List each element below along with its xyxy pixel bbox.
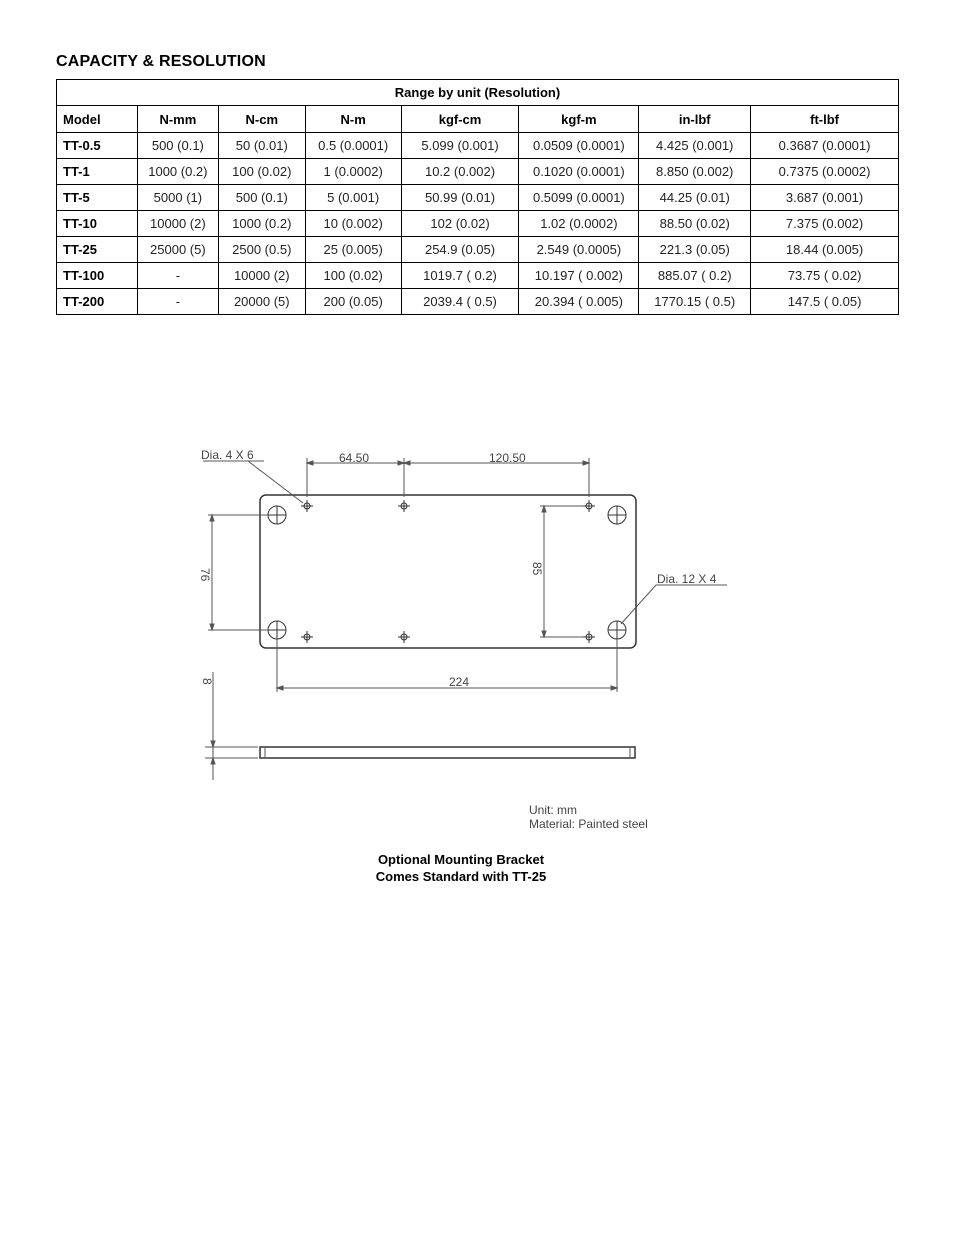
right-dimension (540, 506, 583, 637)
small-hole-label: Dia. 4 X 6 (201, 448, 254, 462)
value-cell: 500 (0.1) (137, 133, 218, 159)
column-header: kgf-cm (401, 106, 519, 133)
drawing-caption (361, 851, 561, 885)
value-cell: 1 (0.0002) (305, 159, 401, 185)
value-cell: 0.0509 (0.0001) (519, 133, 639, 159)
column-header: N-mm (137, 106, 218, 133)
dim-85: 85 (530, 562, 544, 576)
value-cell: 10.197 ( 0.002) (519, 263, 639, 289)
value-cell: 50 (0.01) (218, 133, 305, 159)
value-cell: 2500 (0.5) (218, 237, 305, 263)
dim-224: 224 (449, 675, 470, 689)
leader-lines (203, 461, 727, 624)
value-cell: 1770.15 ( 0.5) (639, 289, 751, 315)
value-cell: 10.2 (0.002) (401, 159, 519, 185)
dim-76: 76 (198, 568, 212, 582)
value-cell: 500 (0.1) (218, 185, 305, 211)
value-cell: 8.850 (0.002) (639, 159, 751, 185)
model-cell: TT-0.5 (57, 133, 138, 159)
material-note: Material: Painted steel (529, 817, 648, 831)
model-cell: TT-10 (57, 211, 138, 237)
unit-note: Unit: mm (529, 803, 577, 817)
value-cell: 221.3 (0.05) (639, 237, 751, 263)
value-cell: 2.549 (0.0005) (519, 237, 639, 263)
range-header: Range by unit (Resolution) (57, 80, 899, 106)
value-cell: 100 (0.02) (218, 159, 305, 185)
value-cell: 0.1020 (0.0001) (519, 159, 639, 185)
value-cell: 5.099 (0.001) (401, 133, 519, 159)
value-cell: 100 (0.02) (305, 263, 401, 289)
value-cell: - (137, 263, 218, 289)
value-cell: 25 (0.005) (305, 237, 401, 263)
large-holes (268, 506, 626, 639)
value-cell: - (137, 289, 218, 315)
value-cell: 2039.4 ( 0.5) (401, 289, 519, 315)
value-cell: 5000 (1) (137, 185, 218, 211)
value-cell: 73.75 ( 0.02) (751, 263, 899, 289)
column-header: kgf-m (519, 106, 639, 133)
dim-120-50: 120.50 (489, 451, 526, 465)
value-cell: 0.5099 (0.0001) (519, 185, 639, 211)
value-cell: 88.50 (0.02) (639, 211, 751, 237)
left-dimension (208, 515, 268, 630)
section-title: CAPACITY & RESOLUTION (56, 53, 266, 70)
value-cell: 25000 (5) (137, 237, 218, 263)
value-cell: 0.3687 (0.0001) (751, 133, 899, 159)
model-cell: TT-200 (57, 289, 138, 315)
model-cell: TT-1 (57, 159, 138, 185)
value-cell: 3.687 (0.001) (751, 185, 899, 211)
dim-64-50: 64.50 (339, 451, 370, 465)
model-cell: TT-100 (57, 263, 138, 289)
value-cell: 885.07 ( 0.2) (639, 263, 751, 289)
value-cell: 10 (0.002) (305, 211, 401, 237)
value-cell: 200 (0.05) (305, 289, 401, 315)
value-cell: 1019.7 ( 0.2) (401, 263, 519, 289)
value-cell: 0.5 (0.0001) (305, 133, 401, 159)
bottom-dimension (277, 639, 617, 692)
value-cell: 5 (0.001) (305, 185, 401, 211)
value-cell: 18.44 (0.005) (751, 237, 899, 263)
model-cell: TT-25 (57, 237, 138, 263)
value-cell: 1.02 (0.0002) (519, 211, 639, 237)
value-cell: 50.99 (0.01) (401, 185, 519, 211)
caption-line-2: Comes Standard with TT-25 (375, 869, 547, 884)
value-cell: 147.5 ( 0.05) (751, 289, 899, 315)
column-header: ft-lbf (751, 106, 899, 133)
value-cell: 254.9 (0.05) (401, 237, 519, 263)
value-cell: 10000 (2) (218, 263, 305, 289)
value-cell: 7.375 (0.002) (751, 211, 899, 237)
value-cell: 44.25 (0.01) (639, 185, 751, 211)
column-header: N-m (305, 106, 401, 133)
value-cell: 1000 (0.2) (137, 159, 218, 185)
column-header: in-lbf (639, 106, 751, 133)
value-cell: 4.425 (0.001) (639, 133, 751, 159)
value-cell: 1000 (0.2) (218, 211, 305, 237)
column-header: N-cm (218, 106, 305, 133)
model-cell: TT-5 (57, 185, 138, 211)
bracket-plate (260, 495, 636, 648)
small-holes (301, 500, 595, 643)
dim-8: 8 (200, 678, 214, 685)
large-hole-label: Dia. 12 X 4 (657, 572, 717, 586)
column-header: Model (57, 106, 138, 133)
value-cell: 0.7375 (0.0002) (751, 159, 899, 185)
value-cell: 20.394 ( 0.005) (519, 289, 639, 315)
caption-line-1: Optional Mounting Bracket (377, 852, 545, 867)
value-cell: 20000 (5) (218, 289, 305, 315)
value-cell: 10000 (2) (137, 211, 218, 237)
value-cell: 102 (0.02) (401, 211, 519, 237)
